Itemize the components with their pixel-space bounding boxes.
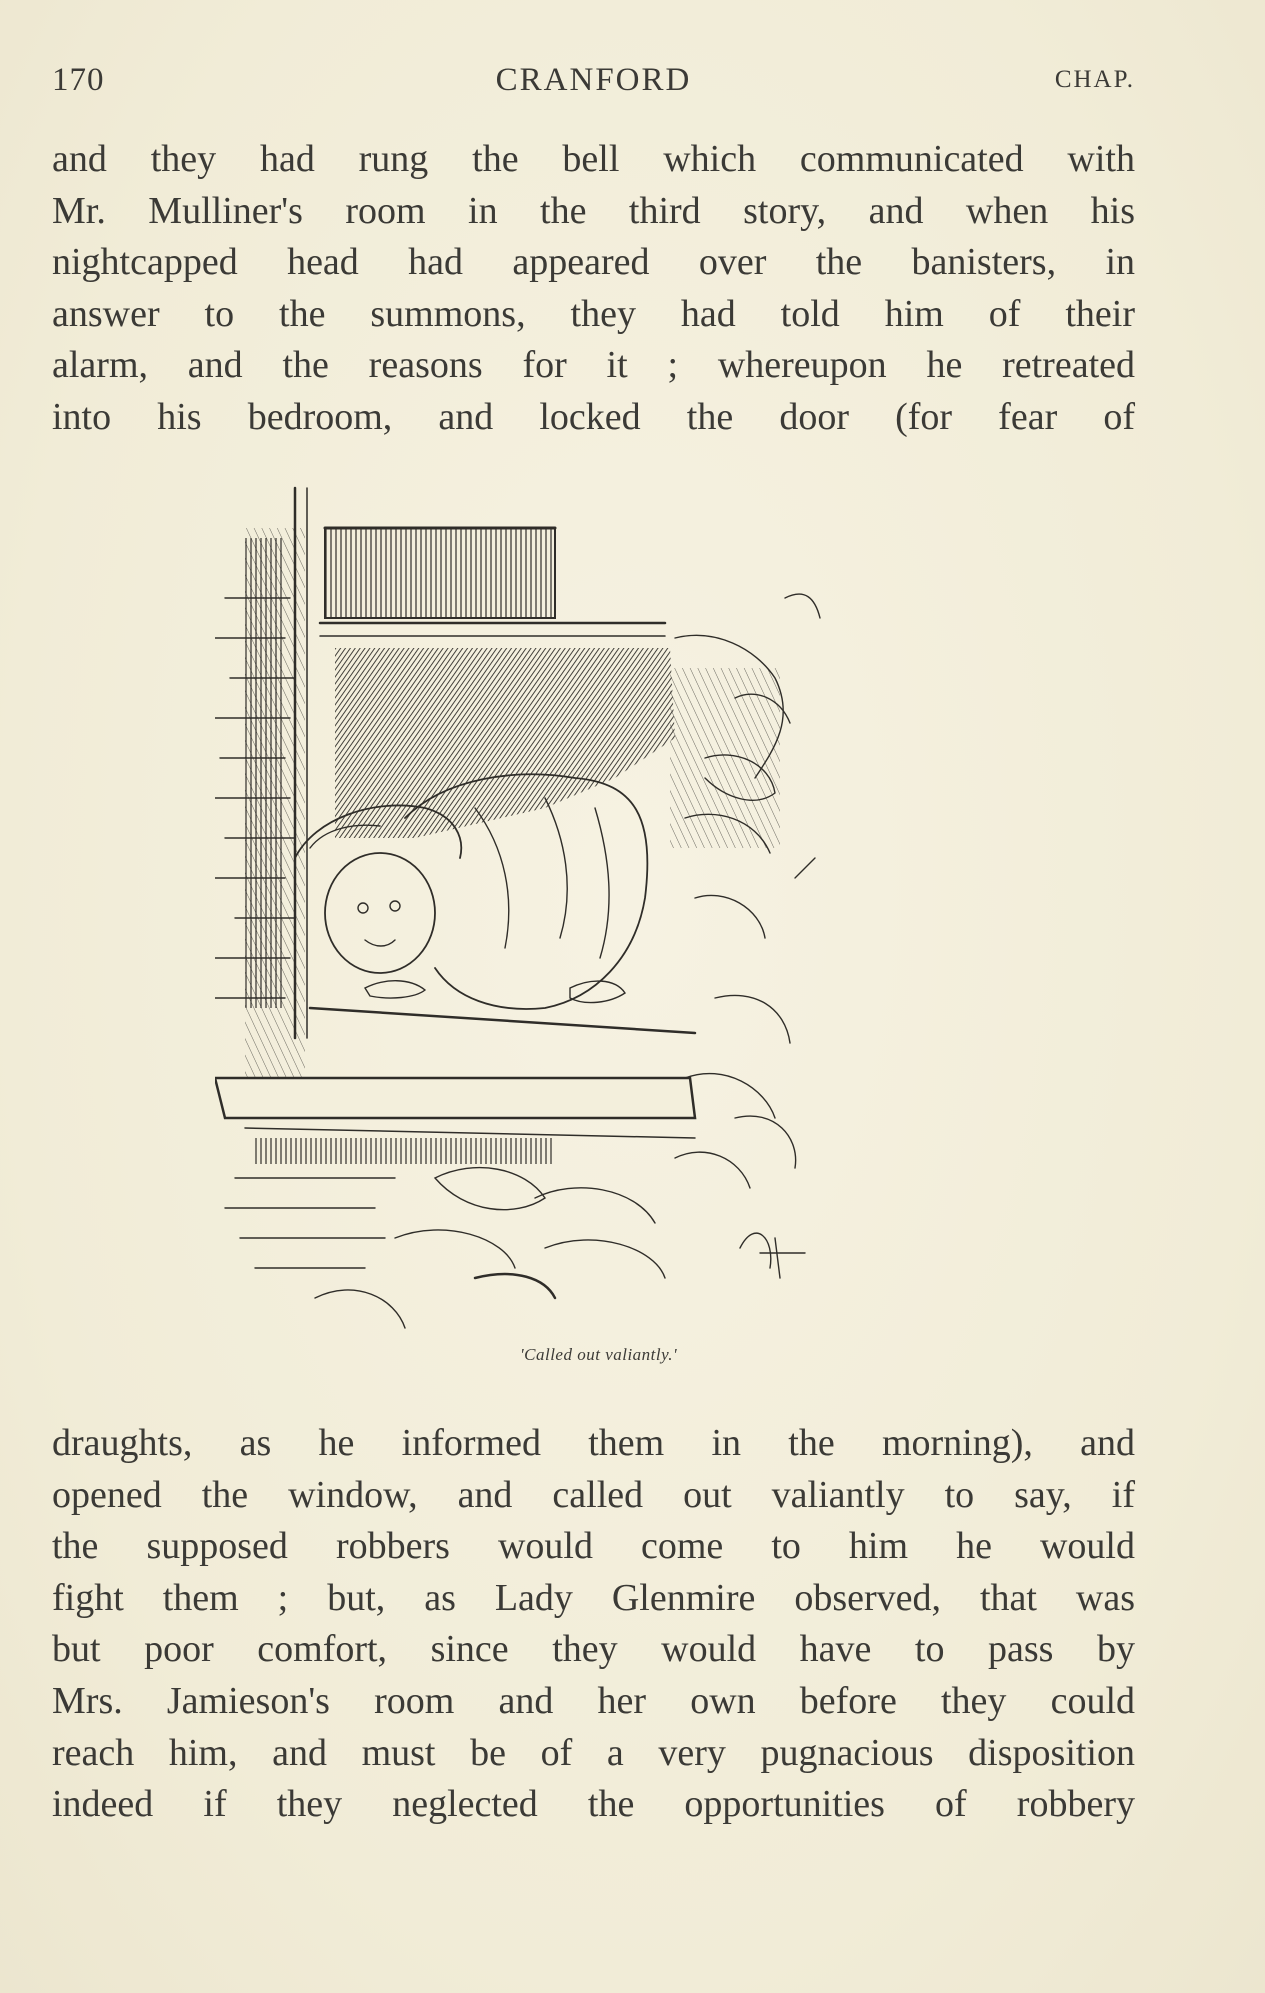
text-line: nightcapped head had appeared over the banisters, in	[52, 241, 1135, 284]
running-head	[52, 62, 1135, 106]
book-title: CRANFORD	[495, 62, 692, 98]
illustration	[215, 478, 1005, 1378]
text-line: fight them ; but, as Lady Glenmire observed, that was	[52, 1576, 1135, 1619]
text-line: opened the window, and called out valiantly to say, if	[52, 1473, 1135, 1516]
text-line: but poor comfort, since they would have to pass by	[52, 1628, 1135, 1671]
text-block-before-figure	[52, 134, 1135, 444]
text-line: indeed if they neglected the opportunities of robbery	[52, 1783, 1135, 1826]
illustration-drawing	[215, 478, 1005, 1378]
text-line: and they had rung the bell which communicated with	[52, 138, 1135, 180]
page-number: 170	[52, 62, 105, 98]
text-line: the supposed robbers would come to him he would	[52, 1525, 1135, 1568]
text-line: Mr. Mulliner's room in the third story, and when his	[52, 189, 1135, 232]
text-line: reach him, and must be of a very pugnacious disposition	[52, 1731, 1135, 1774]
text-line: Mrs. Jamieson's room and her own before they could	[52, 1679, 1135, 1722]
text-block-after-figure	[52, 1418, 1135, 1831]
illustration-caption: 'Called out valiantly.'	[520, 1345, 678, 1364]
text-line: alarm, and the reasons for it ; whereupon he retreated	[52, 344, 1135, 387]
chapter-label: CHAP.	[1054, 66, 1135, 93]
text-line: into his bedroom, and locked the door (for fear of	[52, 395, 1135, 438]
text-line: draughts, as he informed them in the morning), and	[52, 1422, 1135, 1464]
text-line: answer to the summons, they had told him of their	[52, 292, 1135, 335]
